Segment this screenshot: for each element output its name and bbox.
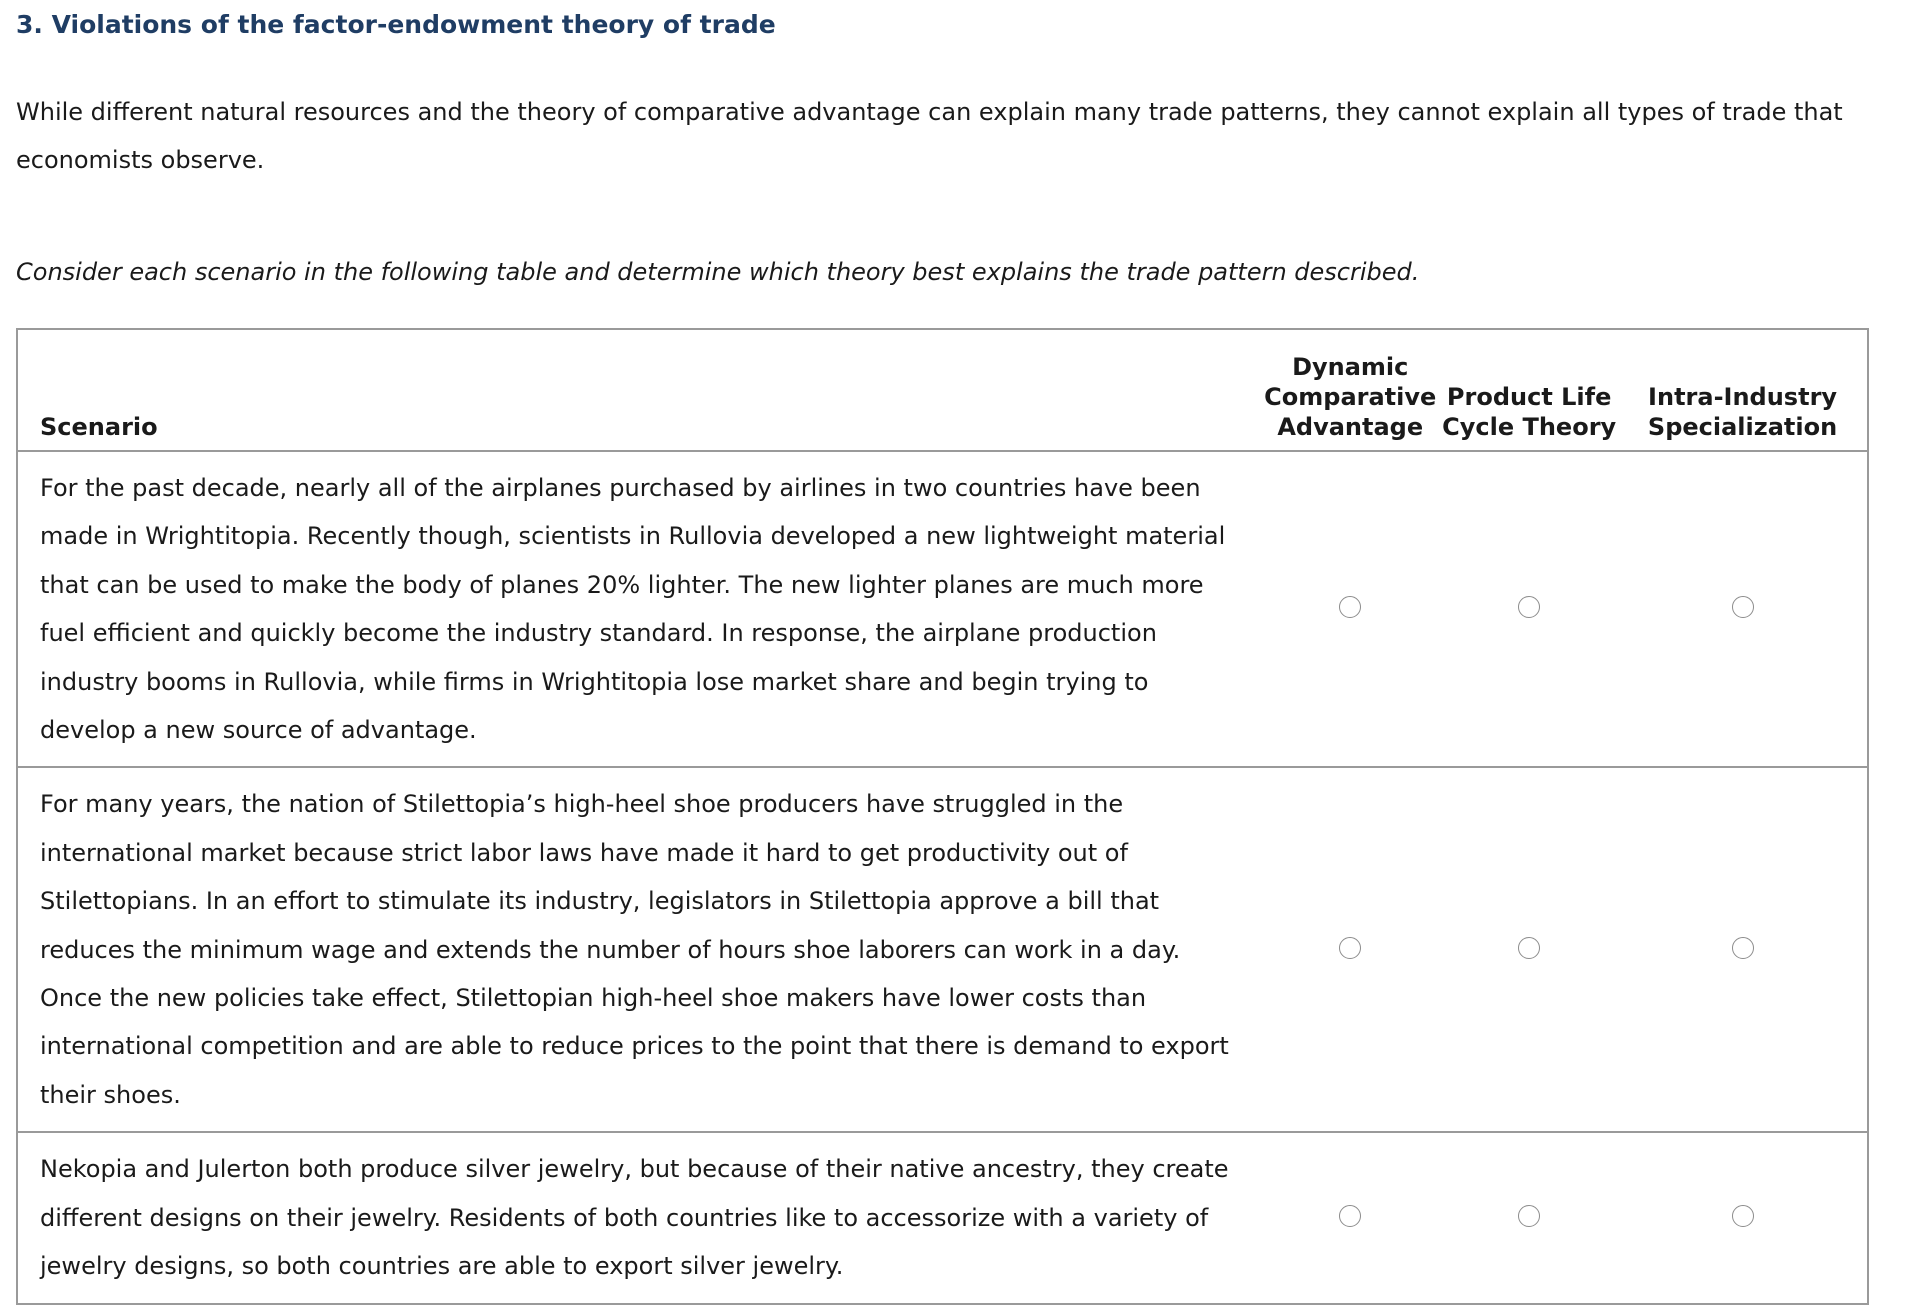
intro-paragraph: While different natural resources and the theory of comparative advantage can explain many trade patterns, they cannot explain all types of trade that economists observe.	[16, 98, 1843, 174]
radio-dynamic-comparative-advantage[interactable]	[1339, 937, 1361, 959]
radio-cell-intra-industry-specialization	[1618, 767, 1868, 1132]
table-row	[17, 451, 1868, 767]
table-header-row	[17, 329, 1868, 451]
radio-intra-industry-specialization[interactable]	[1732, 937, 1754, 959]
header-dynamic-comparative-advantage: Dynamic Comparative Advantage	[1260, 329, 1440, 451]
scenario-text: For many years, the nation of Stilettopia’s high-heel shoe producers have struggled in the international market because strict labor laws have made it hard to get productivity out of Stilettopians. In an effort to stimulate its industry, legislators in Stilettopia approve a bill that reduces the minimum wage and extends the number of hours shoe laborers can work in a day. Once the new policies take effect, Stilettopian high-heel shoe makers have lower costs than international competition and are able to reduce prices to the point that there is demand to export their shoes.	[17, 767, 1260, 1132]
instruction-text: Consider each scenario in the following table and determine which theory best explains the trade pattern described.	[16, 258, 1420, 286]
radio-cell-dynamic-comparative-advantage	[1260, 451, 1440, 767]
table-row	[17, 1132, 1868, 1303]
radio-cell-product-life-cycle-theory	[1440, 767, 1618, 1132]
header-scenario: Scenario	[17, 329, 1260, 451]
radio-product-life-cycle-theory[interactable]	[1518, 596, 1540, 618]
header-intra-industry-specialization: Intra-Industry Specialization	[1618, 329, 1868, 451]
radio-dynamic-comparative-advantage[interactable]	[1339, 1205, 1361, 1227]
radio-cell-intra-industry-specialization	[1618, 1132, 1868, 1303]
radio-cell-dynamic-comparative-advantage	[1260, 767, 1440, 1132]
radio-cell-intra-industry-specialization	[1618, 451, 1868, 767]
radio-cell-product-life-cycle-theory	[1440, 1132, 1618, 1303]
scenario-text: Nekopia and Julerton both produce silver jewelry, but because of their native ancestry, they create different designs on their jewelry. Residents of both countries like to accessorize with a variety of jewelry designs, so both countries are able to export silver jewelry.	[40, 1155, 1229, 1281]
radio-product-life-cycle-theory[interactable]	[1518, 1205, 1540, 1227]
question-heading: 3. Violations of the factor-endowment theory of trade	[16, 10, 776, 39]
scenario-table	[16, 328, 1869, 1305]
radio-dynamic-comparative-advantage[interactable]	[1339, 596, 1361, 618]
scenario-text: For the past decade, nearly all of the airplanes purchased by airlines in two countries have been made in Wrightitopia. Recently though, scientists in Rullovia developed a new lightweight material that can be used to make the body of planes 20% lighter. The new lighter planes are much more fuel efficient and quickly become the industry standard. In response, the airplane production industry booms in Rullovia, while firms in Wrightitopia lose market share and begin trying to develop a new source of advantage.	[17, 451, 1260, 767]
radio-intra-industry-specialization[interactable]	[1732, 1205, 1754, 1227]
header-product-life-cycle-theory: Product Life Cycle Theory	[1440, 329, 1618, 451]
radio-cell-product-life-cycle-theory	[1440, 451, 1618, 767]
table-row	[17, 767, 1868, 1132]
radio-cell-dynamic-comparative-advantage	[1260, 1132, 1440, 1303]
radio-product-life-cycle-theory[interactable]	[1518, 937, 1540, 959]
radio-intra-industry-specialization[interactable]	[1732, 596, 1754, 618]
